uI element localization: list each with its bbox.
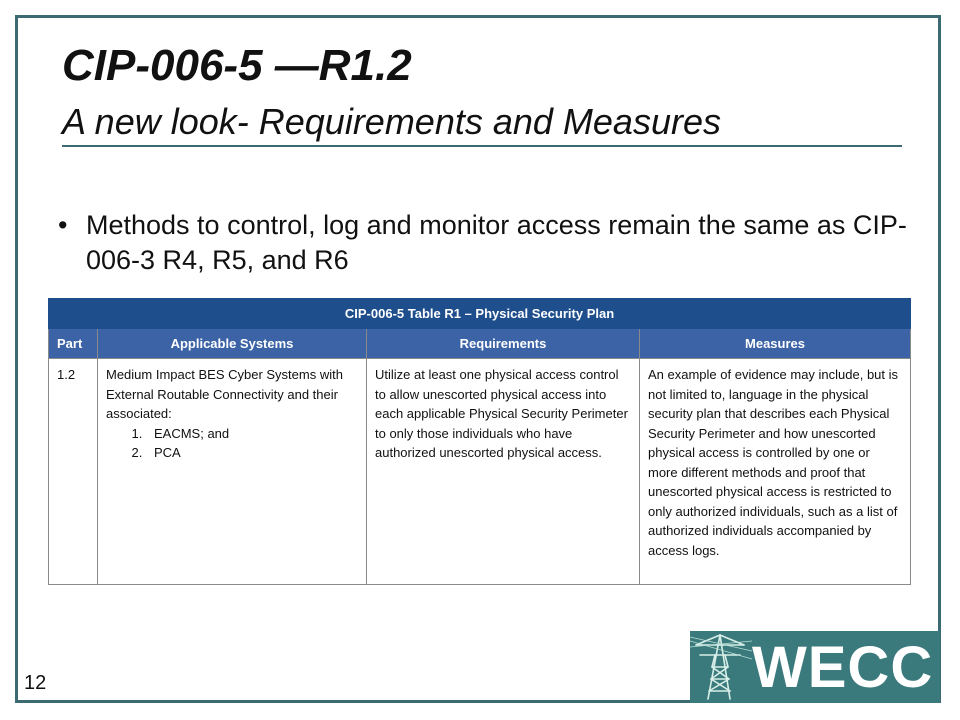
cell-applicable-systems	[98, 359, 367, 585]
slide-title: CIP-006-5 —R1.2	[62, 41, 412, 90]
table-row	[49, 359, 911, 585]
cell-requirements: Utilize at least one physical access control to allow unescorted physical access into each applicable Physical Security Perimeter to only those individuals who have authorized unescorted physical access.	[367, 359, 640, 585]
table-header-row	[49, 329, 911, 359]
header-measures: Measures	[640, 329, 911, 359]
table-caption: CIP-006-5 Table R1 – Physical Security Plan	[49, 299, 911, 329]
applicable-systems-list	[106, 424, 359, 463]
title-underline	[62, 145, 902, 147]
header-requirements: Requirements	[367, 329, 640, 359]
bullet-point	[58, 208, 908, 278]
cell-part: 1.2	[49, 359, 98, 585]
requirements-table	[48, 298, 911, 585]
list-item: 2. PCA	[146, 443, 359, 463]
slide-subtitle: A new look- Requirements and Measures	[62, 101, 721, 142]
wecc-logo	[690, 631, 940, 703]
bullet-icon: •	[58, 210, 68, 240]
transmission-tower-icon	[690, 631, 752, 703]
slide-number: 12	[24, 672, 47, 694]
table-caption-row	[49, 299, 911, 329]
header-part: Part	[49, 329, 98, 359]
cell-measures: An example of evidence may include, but is not limited to, language in the physical security plan that describes each Physical Security Perimeter and how unescorted physical access is controlled by one or more different methods and proof that unescorted physical access is restricted to only authorized individuals, such as a list of authorized individuals accompanied by access logs.	[640, 359, 911, 585]
applicable-systems-text: Medium Impact BES Cyber Systems with External Routable Connectivity and their associated:	[106, 367, 343, 421]
header-applicable-systems: Applicable Systems	[98, 329, 367, 359]
logo-text: WECC	[752, 635, 934, 700]
list-item: 1. EACMS; and	[146, 424, 359, 444]
bullet-text: Methods to control, log and monitor access remain the same as CIP-006-3 R4, R5, and R6	[86, 210, 907, 275]
